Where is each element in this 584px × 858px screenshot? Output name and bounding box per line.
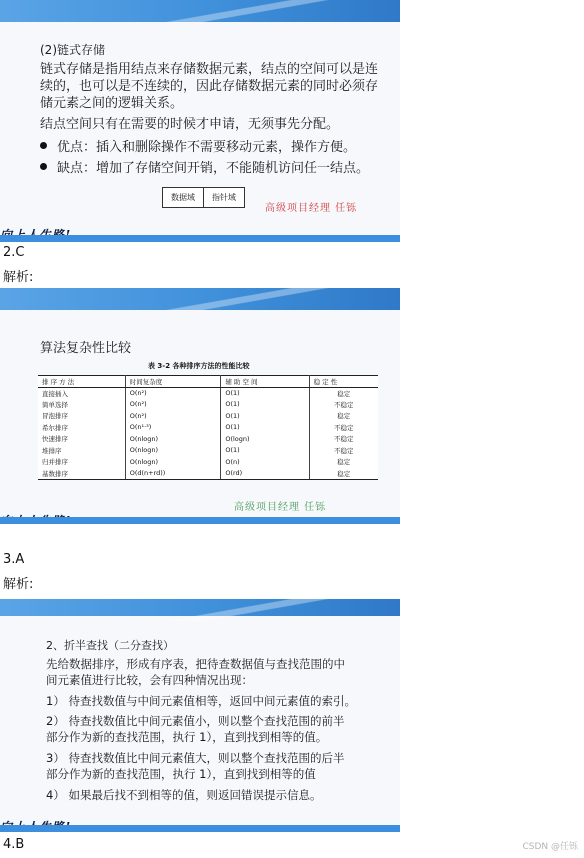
answer-label: 4.B	[3, 837, 25, 852]
table-cell: O(logn)	[221, 433, 309, 445]
paragraph-line: 储元素之间的逻辑关系。	[40, 96, 184, 111]
list-item-continued: 部分作为新的查找范围，执行 1），直到找到相等的值。	[46, 730, 328, 744]
signature: 高级项目经理 任铄	[265, 203, 358, 214]
column-header: 辅 助 空 间	[221, 376, 309, 388]
table-cell: O(n¹·³)	[125, 422, 221, 434]
table-cell: O(nlogn)	[125, 445, 221, 457]
bullet-text: 优点：插入和删除操作不需要移动元素，操作方便。	[57, 140, 357, 155]
slide-banner	[0, 599, 400, 616]
node-structure-diagram	[162, 187, 245, 208]
list-item: 4） 如果最后找不到相等的值，则返回错误提示信息。	[46, 788, 322, 802]
table-cell: 稳定	[337, 412, 351, 421]
table-row	[38, 433, 378, 445]
table-cell: 不稳定	[334, 423, 354, 432]
table-row	[38, 387, 378, 399]
table-cell: O(1)	[221, 387, 309, 399]
table-row	[38, 422, 378, 434]
table-row	[38, 399, 378, 411]
table-cell: O(1)	[221, 445, 309, 457]
table-cell: 直接插入	[38, 387, 125, 399]
footer-bar	[0, 825, 400, 832]
paragraph-line: 先给数据排序，形成有序表，把待查数据值与查找范围的中	[46, 657, 345, 671]
table-cell: 不稳定	[334, 400, 354, 409]
table-cell: O(1)	[221, 422, 309, 434]
table-cell: 简单选择	[38, 399, 125, 411]
pointer-field-cell: 指针域	[212, 193, 236, 202]
table-row	[38, 468, 378, 480]
paragraph-line: 间元素值进行比较，会有四种情况出现：	[46, 673, 253, 687]
table-cell: O(rd)	[221, 468, 309, 480]
answer-label: 2.C	[3, 245, 25, 260]
csdn-watermark: CSDN @任铄	[522, 842, 578, 852]
paragraph-line: 链式存储是指用结点来存储数据元素，结点的空间可以是连	[40, 62, 379, 77]
analysis-label: 解析:	[3, 577, 34, 592]
table-cell: O(n²)	[125, 410, 221, 422]
bullet-disadvantage	[40, 157, 369, 176]
paragraph-line: 续的，也可以是不连续的，因此存储数据元素的同时必须存	[40, 79, 379, 94]
table-cell: O(nlogn)	[125, 456, 221, 468]
table-cell: O(1)	[221, 410, 309, 422]
footer-bar	[0, 517, 400, 524]
table-row	[38, 410, 378, 422]
slide-binary-search	[0, 599, 400, 832]
table-cell: O(n)	[221, 456, 309, 468]
table-row	[38, 445, 378, 457]
table-cell: 快速排序	[38, 433, 125, 445]
list-item-continued: 部分作为新的查找范围，执行 1），直到找到相等的值	[46, 767, 316, 781]
slide-banner	[0, 288, 400, 310]
signature: 高级项目经理 任铄	[234, 502, 327, 513]
answer-label: 3.A	[3, 552, 25, 567]
table-cell: 稳定	[309, 468, 378, 480]
slide-heading: (2)链式存储	[40, 43, 105, 57]
data-field-cell: 数据域	[163, 188, 204, 207]
bullet-advantage	[40, 136, 356, 155]
table-cell: 不稳定	[334, 446, 354, 455]
table-cell: 堆排序	[38, 445, 125, 457]
table-cell: O(d(n+rd))	[125, 468, 221, 480]
table-cell: 稳定	[337, 389, 351, 398]
table-header-row	[38, 376, 378, 388]
table-cell: O(n²)	[125, 387, 221, 399]
column-header: 排 序 方 法	[38, 376, 125, 388]
footer-bar	[0, 235, 400, 242]
bullet-dot-icon	[40, 163, 47, 170]
bullet-text: 缺点：增加了存储空间开销，不能随机访问任一结点。	[57, 161, 370, 176]
table-cell: 希尔排序	[38, 422, 125, 434]
slide-linked-storage	[0, 0, 400, 242]
table-cell: 稳定	[337, 458, 351, 467]
analysis-label: 解析:	[3, 270, 34, 285]
list-item: 1） 待查找数值与中间元素值相等，返回中间元素值的索引。	[46, 694, 356, 708]
table-cell: O(1)	[221, 399, 309, 411]
table-cell: 冒泡排序	[38, 410, 125, 422]
column-header: 稳 定 性	[309, 376, 378, 388]
slide-title: 算法复杂性比较	[40, 341, 132, 356]
list-item: 3） 待查找数值比中间元素值大，则以整个查找范围的后半	[46, 751, 345, 765]
table-cell: O(n²)	[125, 399, 221, 411]
column-header: 时间复杂度	[125, 376, 221, 388]
table-cell: O(nlogn)	[125, 433, 221, 445]
bullet-dot-icon	[40, 142, 47, 149]
table-caption: 表 3-2 各种排序方法的性能比较	[148, 362, 250, 370]
table-cell: 基数排序	[38, 468, 125, 480]
table-cell: 归并排序	[38, 456, 125, 468]
slide-complexity-comparison	[0, 288, 400, 524]
list-item: 2） 待查找数值比中间元素值小，则以整个查找范围的前半	[46, 714, 345, 728]
paragraph: 结点空间只有在需要的时候才申请，无须事先分配。	[40, 117, 340, 132]
sort-comparison-table	[38, 375, 378, 480]
slide-heading: 2、折半查找（二分查找）	[46, 639, 174, 652]
table-row	[38, 456, 378, 468]
table-cell: 不稳定	[334, 435, 354, 444]
slide-banner	[0, 0, 400, 22]
